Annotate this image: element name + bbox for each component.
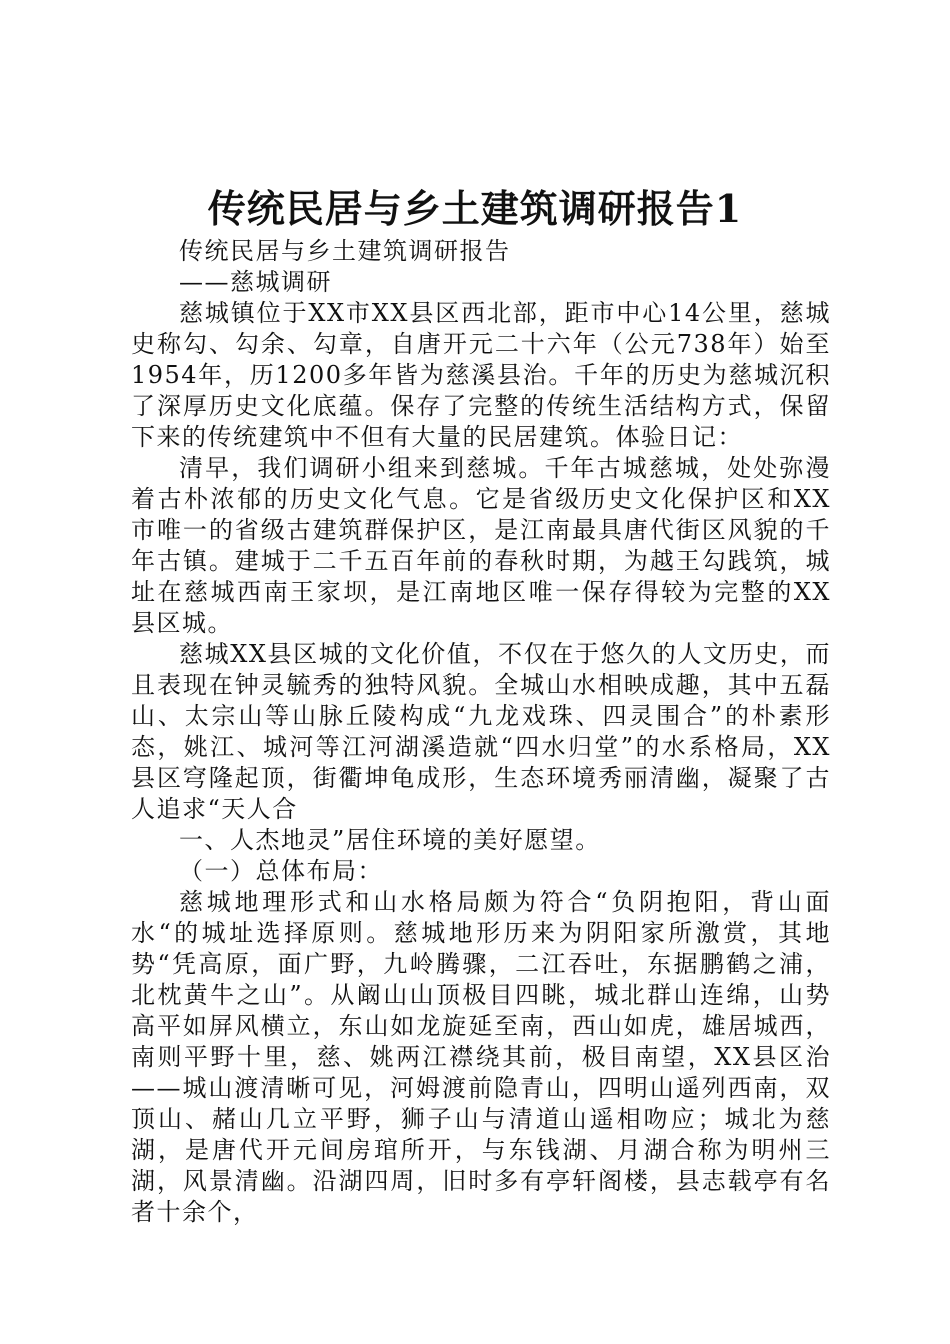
section-heading: 一、人杰地灵”居住环境的美好愿望。 bbox=[179, 826, 601, 854]
body-paragraph: 慈城XX县区城的文化价值，不仅在于悠久的人文历史，而且表现在钟灵毓秀的独特风貌。全城山水相映成趣，其中五磊山、太宗山等山脉丘陵构成“九龙戏珠、四灵围合”的朴素形态，姚江、城河等江河湖溪造就“四水归堂”的水系格局，XX县区穹隆起顶，街衢坤龟成形，生态环境秀丽清幽，凝聚了古人追求“天人合 bbox=[131, 640, 831, 823]
document-title: 传统民居与乡土建筑调研报告1 bbox=[207, 186, 743, 231]
document-body bbox=[131, 236, 831, 1228]
subtitle-paragraph: 传统民居与乡土建筑调研报告 bbox=[179, 237, 511, 265]
body-paragraph: 慈城镇位于XX市XX县区西北部，距市中心14公里，慈城史称勾、勾余、勾章，自唐开元二十六年（公元738年）始至1954年，历1200多年皆为慈溪县治。千年的历史为慈城沉积了深厚历史文化底蕴。保存了完整的传统生活结构方式，保留下来的传统建筑中不但有大量的民居建筑。体验日记： bbox=[131, 299, 831, 451]
body-paragraph: 慈城地理形式和山水格局颇为符合“负阴抱阳，背山面水“的城址选择原则。慈城地形历来为阴阳家所激赏，其地势“凭高原，面广野，九岭腾骤，二江吞吐，东据鹏鹤之浦，北枕黄牛之山”。从阚山山顶极目四眺，城北群山连绵，山势高平如屏风横立，东山如龙旋延至南，西山如虎，雄居城西，南则平野十里，慈、姚两江襟绕其前，极目南望，XX县区治——城山渡清晰可见，河姆渡前隐青山，四明山遥列西南，双顶山、赭山几立平野，狮子山与清道山遥相吻应；城北为慈湖，是唐代开元间房琯所开，与东钱湖、月湖合称为明州三湖，风景清幽。沿湖四周，旧时多有亭轩阁楼，县志载亭有名者十余个， bbox=[131, 888, 831, 1226]
subsection-heading: （一）总体布局： bbox=[179, 857, 383, 885]
body-paragraph: 清早，我们调研小组来到慈城。千年古城慈城，处处弥漫着古朴浓郁的历史文化气息。它是省级历史文化保护区和XX市唯一的省级古建筑群保护区，是江南最具唐代街区风貌的千年古镇。建城于二千五百年前的春秋时期，为越王勾践筑，城址在慈城西南王家坝，是江南地区唯一保存得较为完整的XX县区城。 bbox=[131, 454, 831, 637]
subtitle-dash-paragraph: ——慈城调研 bbox=[179, 268, 332, 296]
